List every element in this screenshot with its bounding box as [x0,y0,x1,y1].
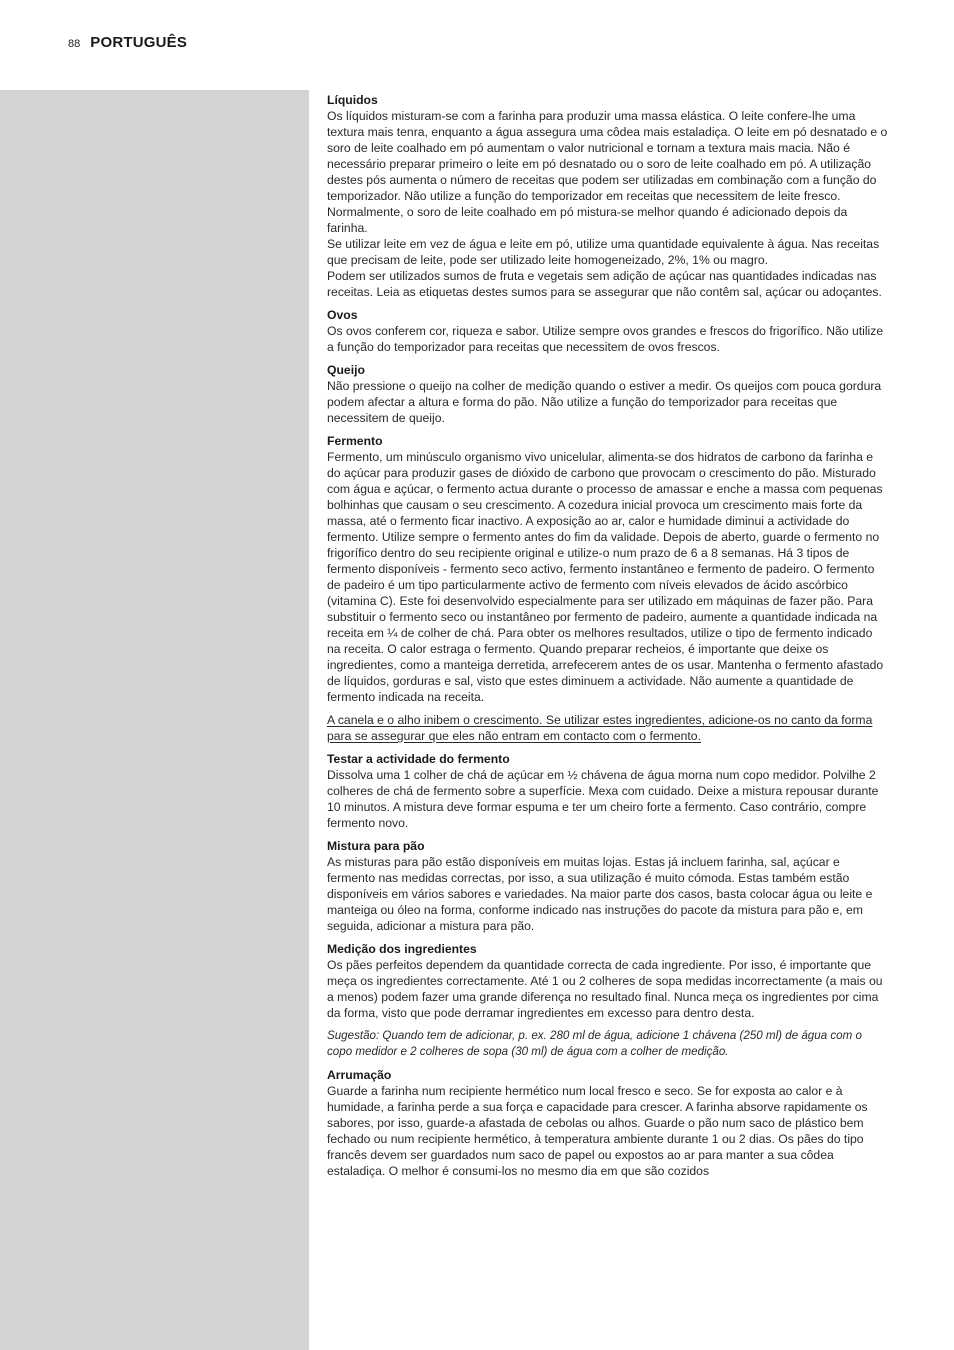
section-title: Testar a actividade do fermento [327,752,510,766]
section-title: Queijo [327,363,365,377]
section-title: Ovos [327,308,358,322]
paragraph: Se utilizar leite em vez de água e leite em pó, utilize uma quantidade equivalente à água. Nas receitas que precisam de leite, pode ser utilizado leite homogeneizado, 2%, 1% ou magro. [327,237,880,267]
section-title: Mistura para pão [327,839,425,853]
paragraph: As misturas para pão estão disponíveis em muitas lojas. Estas já incluem farinha, sal, açúcar e fermento nas medidas correctas, por isso, a sua utilização é muito cómoda. Estas também estão disponíveis em vários sabores e variedades. Na maior parte dos casos, basta colocar água ou leite e manteiga ou óleo na forma, conforme indicado nas instruções do pacote da mistura para pão e, em seguida, adicionar a mistura para pão. [327,855,873,933]
section-fermento [327,433,889,705]
section-testar-fermento [327,751,889,831]
page-number: 88 [68,38,81,50]
section-liquidos [327,92,889,300]
section-arrumacao [327,1067,889,1179]
fermento-note: A canela e o alho inibem o crescimento. Se utilizar estes ingredientes, adicione-os no canto da forma para se assegurar que eles não entram em contacto com o fermento. [327,713,873,743]
section-title: Medição dos ingredientes [327,942,477,956]
section-mistura-para-pao [327,838,889,934]
paragraph: Dissolva uma 1 colher de chá de açúcar em ½ chávena de água morna num copo medidor. Polvilhe 2 colheres de chá de fermento sobre a superfície. Mexa com cuidado. Deixe a mistura repousar durante 10 minutos. A mistura deve formar espuma e ter um cheiro forte a fermento. Caso contrário, compre fermento novo. [327,768,879,830]
section-queijo [327,362,889,426]
page-language-title: PORTUGUÊS [90,34,188,51]
section-title: Arrumação [327,1068,392,1082]
section-ovos [327,307,889,355]
paragraph: Os líquidos misturam-se com a farinha para produzir uma massa elástica. O leite confere-lhe uma textura mais tenra, enquanto a água assegura uma côdea mais estaladiça. O leite em pó desnatado e o soro de leite coalhado em pó aumentam o valor nutricional e tornam a textura mais macia. Não é necessário preparar primeiro o leite em pó desnatado ou o soro de leite coalhado em pó. A utilização destes pós aumenta o número de receitas que podem ser utilizadas em combinação com a função do temporizador. Não utilize a função do temporizador em receitas que necessitem de leite fresco. Normalmente, o soro de leite coalhado em pó mistura-se melhor quando é adicionado depois da farinha. [327,109,888,235]
page-header [68,34,187,51]
paragraph: Os ovos conferem cor, riqueza e sabor. Utilize sempre ovos grandes e frescos do frigorífico. Não utilize a função do temporizador para receitas que necessitem de ovos frescos. [327,324,884,354]
paragraph: Os pães perfeitos dependem da quantidade correcta de cada ingrediente. Por isso, é importante que meça os ingredientes correctamente. Até 1 ou 2 colheres de sopa medidas incorrectamente (a mais ou a menos) podem fazer uma grande diferença no resultado final. Nunca meça os ingredientes por cima da forma, visto que pode derramar ingredientes em excesso para dentro desta. [327,958,883,1020]
section-title: Fermento [327,434,383,448]
paragraph: Podem ser utilizados sumos de fruta e vegetais sem adição de açúcar nas quantidades indicadas nas receitas. Leia as etiquetas destes sumos para se assegurar que não contêm sal, açúcar ou adoçantes. [327,269,882,299]
main-content [327,92,889,1186]
paragraph: Guarde a farinha num recipiente hermético num local fresco e seco. Se for exposta ao calor e à humidade, a farinha perde a sua força e capacidade para crescer. A farinha absorve rapidamente os sabores, por isso, guarde-a afastada de cebolas ou alhos. Guarde o pão num saco de plástico bem fechado ou num recipiente hermético, à temperatura ambiente durante 1 ou 2 dias. Os pães do tipo francês devem ser guardados num saco de papel ou expostos ao ar para manter a sua côdea estaladiça. O melhor é consumi-los no mesmo dia em que são cozidos [327,1084,868,1178]
paragraph: Não pressione o queijo na colher de medição quando o estiver a medir. Os queijos com pouca gordura podem afectar a altura e forma do pão. Não utilize a função do temporizador para receitas que necessitem de queijo. [327,379,882,425]
paragraph: Fermento, um minúsculo organismo vivo unicelular, alimenta-se dos hidratos de carbono da farinha e do açúcar para produzir gases de dióxido de carbono que provocam o crescimento do pão. Misturado com água e açúcar, o fermento actua durante o processo de amassar e enche a massa com pequenas bolhinhas que causam o seu crescimento. A cozedura inicial provoca um crescimento mais forte da massa, até o fermento ficar inactivo. A exposição ao ar, calor e humidade diminui a actividade do fermento. Utilize sempre o fermento antes do fim da validade. Depois de aberto, guarde o fermento no frigorífico dentro do seu recipiente original e utilize-o num prazo de 6 a 8 semanas. Há 3 tipos de fermento disponíveis - fermento seco activo, fermento instantâneo e fermento de padeiro. O fermento de padeiro é um tipo particularmente activo de fermento com níveis elevados de ácido ascórbico (vitamina C). Este foi desenvolvido especialmente para ser utilizado em máquinas de fazer pão. Para substituir o fermento seco ou instantâneo por fermento de padeiro, aumente a quantidade indicada na receita em ¼ de colher de chá. Para obter os melhores resultados, utilize o tipo de fermento indicado na receita. O calor estraga o fermento. Quando preparar recheios, é importante que deixe os ingredientes, como a manteiga derretida, arrefecerem antes de os usar. Mantenha o fermento afastado de líquidos, gorduras e sal, visto que estes diminuem a actividade. Não aumente a quantidade de fermento indicada na receita. [327,450,884,704]
section-title: Líquidos [327,93,378,107]
side-panel [0,90,309,1350]
suggestion-note: Sugestão: Quando tem de adicionar, p. ex. 280 ml de água, adicione 1 chávena (250 ml) de água com o copo medidor e 2 colheres de sopa (30 ml) de água com a colher de medição. [327,1029,862,1058]
section-medicao [327,941,889,1021]
